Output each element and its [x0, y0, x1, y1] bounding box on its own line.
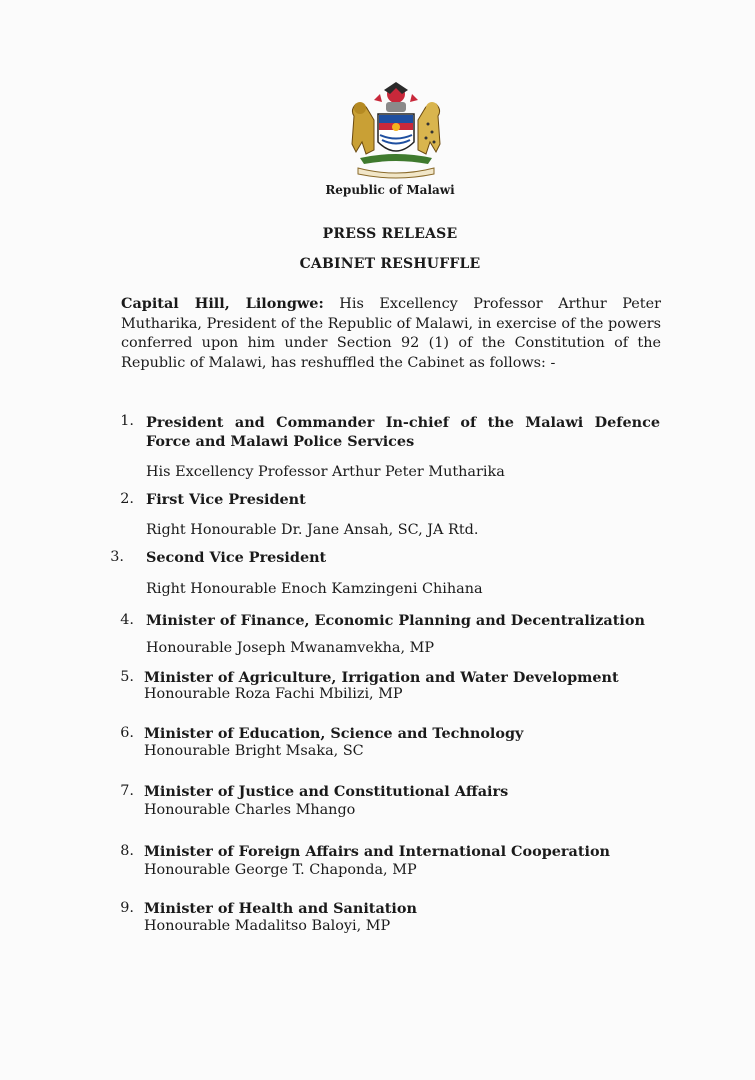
- item-title: First Vice President: [146, 491, 306, 508]
- item-number: 1.: [120, 413, 134, 429]
- item-person: Right Honourable Dr. Jane Ansah, SC, JA Rtd.: [146, 522, 479, 538]
- item-title: Minister of Agriculture, Irrigation and Water Development: [144, 669, 619, 686]
- intro-text: His Excellency Professor Arthur Peter Mutharika, President of the Republic of Malawi, in exercise of the powers conferred upon him under Section 92 (1) of the Constitution of the Republic of Malawi, has reshuffled the Cabinet as follows: -: [121, 296, 661, 371]
- item-title: Minister of Education, Science and Technology: [144, 725, 524, 742]
- item-number: 6.: [120, 725, 134, 741]
- intro-dateline: Capital Hill, Lilongwe:: [121, 295, 324, 312]
- item-person: Honourable Roza Fachi Mbilizi, MP: [144, 686, 403, 702]
- item-person: Honourable Bright Msaka, SC: [144, 743, 364, 759]
- item-person: Honourable Joseph Mwanamvekha, MP: [146, 640, 435, 656]
- item-title: Minister of Foreign Affairs and International Cooperation: [144, 843, 611, 860]
- item-number: 3.: [110, 549, 124, 565]
- cabinet-reshuffle-heading: CABINET RESHUFFLE: [299, 256, 481, 272]
- item-number: 8.: [120, 843, 134, 859]
- item-person: Right Honourable Enoch Kamzingeni Chihana: [146, 581, 483, 597]
- item-person: Honourable George T. Chaponda, MP: [144, 862, 417, 878]
- item-number: 5.: [120, 669, 134, 685]
- item-title: Second Vice President: [146, 549, 327, 566]
- item-number: 7.: [120, 783, 134, 799]
- item-number: 2.: [120, 491, 134, 507]
- item-title: Minister of Health and Sanitation: [144, 900, 417, 917]
- republic-caption: Republic of Malawi: [325, 183, 455, 197]
- item-title: Minister of Finance, Economic Planning and Decentralization: [146, 612, 645, 629]
- item-number: 9.: [120, 900, 134, 916]
- item-person: Honourable Charles Mhango: [144, 802, 356, 818]
- item-person: Honourable Madalitso Baloyi, MP: [144, 918, 391, 934]
- item-title: Minister of Justice and Constitutional Affairs: [144, 783, 509, 800]
- press-release-heading: PRESS RELEASE: [322, 226, 458, 242]
- item-number: 4.: [120, 612, 134, 628]
- item-title: President and Commander In-chief of the Malawi Defence Force and Malawi Police Services: [146, 414, 660, 450]
- malawi-coat-of-arms-icon: [340, 80, 452, 182]
- item-person: His Excellency Professor Arthur Peter Mutharika: [146, 464, 505, 480]
- intro-paragraph: [121, 294, 661, 373]
